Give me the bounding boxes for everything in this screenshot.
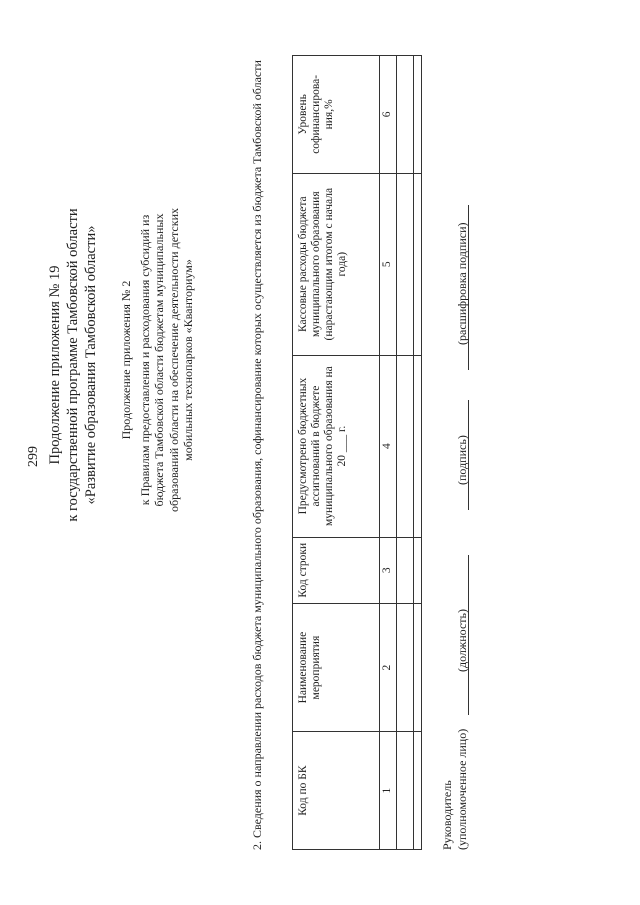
expenses-table bbox=[292, 55, 422, 850]
table-row bbox=[380, 56, 397, 850]
signature-head-line2: (уполномоченное лицо) bbox=[455, 728, 469, 850]
header-cofinancing-level: Уровень софинансирова-ния,% bbox=[293, 56, 380, 174]
appendix-sub-line2: к Правилам предоставления и расходования субсидий из bbox=[137, 214, 152, 506]
signature-caption: (подпись) bbox=[455, 435, 469, 485]
column-number-5: 5 bbox=[380, 173, 397, 355]
table-header-row bbox=[293, 56, 380, 850]
column-number-1: 1 bbox=[380, 732, 397, 850]
header-bk-code: Код по БК bbox=[293, 732, 380, 850]
section-title: 2. Сведения о направлении расходов бюджета муниципального образования, софинансирование которых осуществляется из бюджета Тамбовской области bbox=[250, 60, 264, 850]
header-row-code: Код строки bbox=[293, 537, 380, 603]
column-number-2: 2 bbox=[380, 603, 397, 731]
signature-head-line1: Руководитель bbox=[440, 780, 454, 850]
appendix-header-line2: к государственной программе Тамбовской области bbox=[65, 208, 81, 522]
decoding-caption: (расшифровка подписи) bbox=[455, 222, 469, 345]
column-number-3: 3 bbox=[380, 537, 397, 603]
page-number: 299 bbox=[26, 446, 41, 467]
appendix-subheader bbox=[119, 150, 196, 570]
appendix-sub-line1: Продолжение приложения № 2 bbox=[119, 280, 133, 440]
appendix-header-line1: Продолжение приложения № 19 bbox=[47, 265, 63, 465]
column-number-4: 4 bbox=[380, 355, 397, 537]
header-activity-name: Наименование мероприятия bbox=[293, 603, 380, 731]
table-row bbox=[414, 56, 422, 850]
table-row bbox=[397, 56, 414, 850]
appendix-header bbox=[46, 155, 100, 575]
header-budget-allocations: Предусмотрено бюджетных ассигнований в бюджете муниципального образования на 20 ___ г. bbox=[293, 355, 380, 537]
position-caption: (должность) bbox=[455, 609, 469, 672]
appendix-sub-line4: образований области на обеспечение деятельности детских bbox=[166, 207, 181, 513]
appendix-sub-line3: бюджета Тамбовской области бюджетам муниципальных bbox=[152, 213, 166, 507]
appendix-header-line3: «Развитие образования Тамбовской области» bbox=[83, 225, 99, 505]
column-number-6: 6 bbox=[380, 56, 397, 174]
header-cash-expenses: Кассовые расходы бюджета муниципального образования (нарастающим итогом с начала года) bbox=[293, 173, 380, 355]
appendix-sub-line5: мобильных технопарков «Кванториум» bbox=[181, 259, 195, 461]
